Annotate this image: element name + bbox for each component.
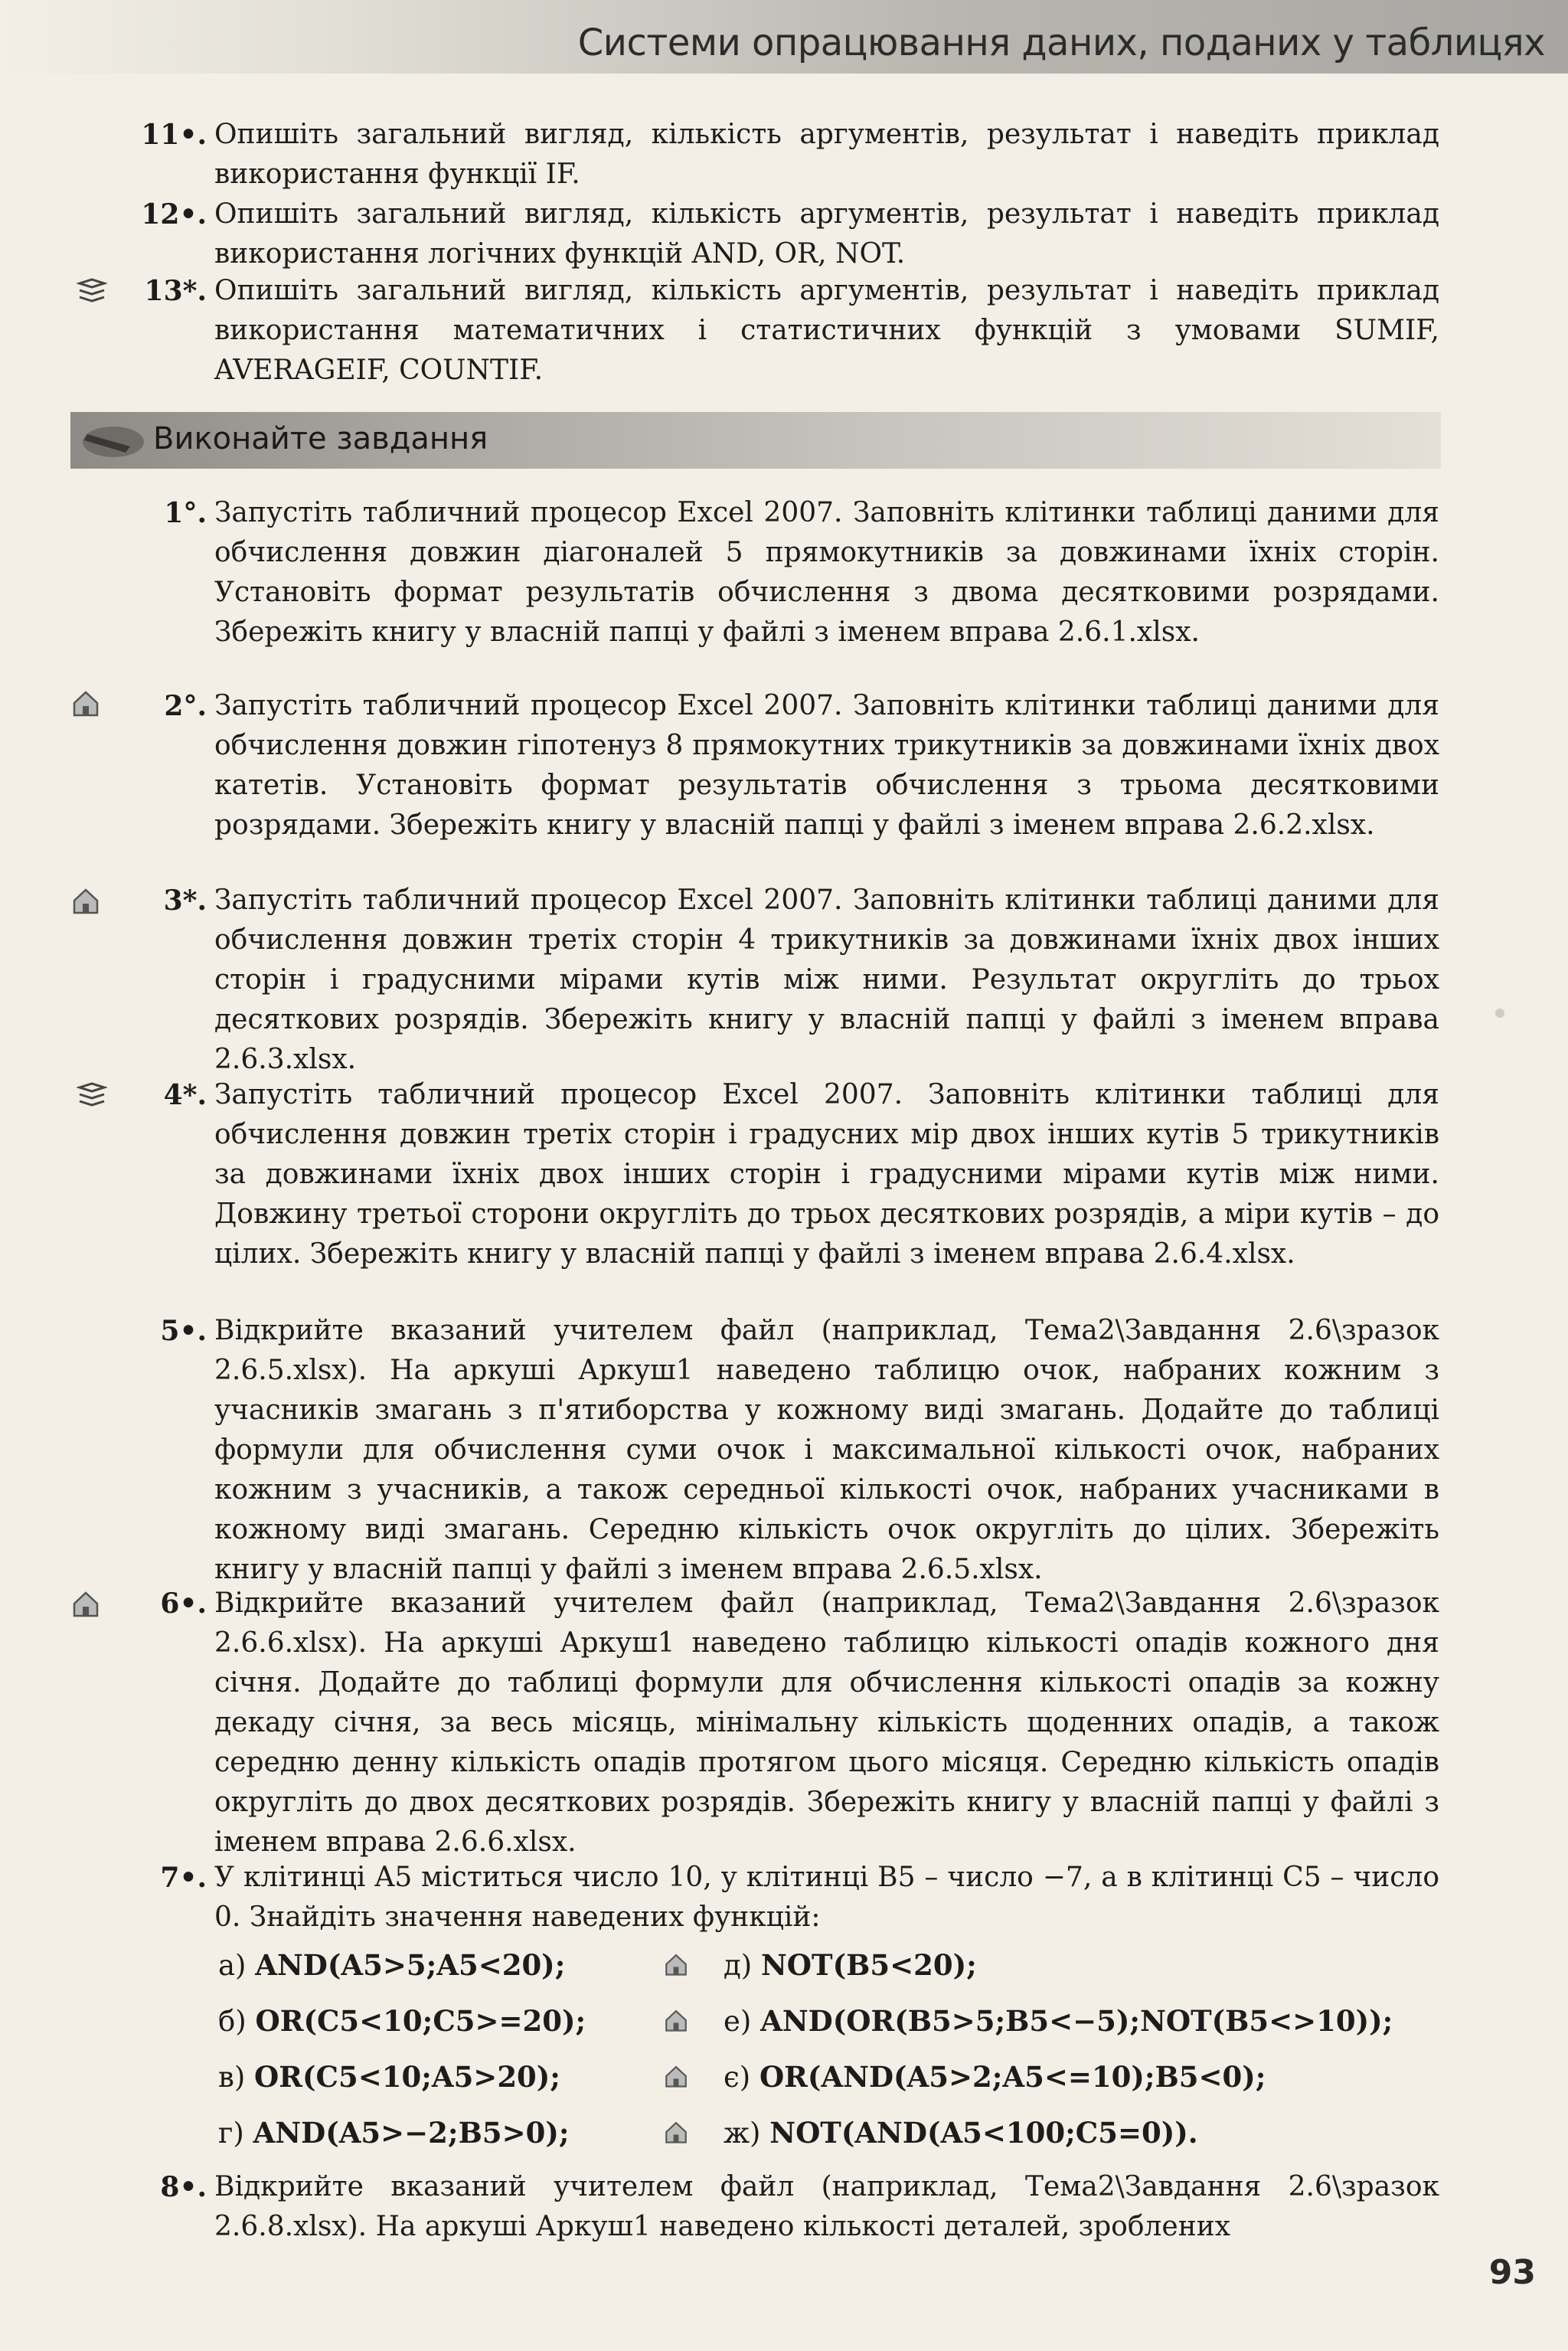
task-number: 8•. (160, 2171, 207, 2203)
task-1 (164, 493, 1439, 652)
task-text: Запустіть табличний процесор Excel 2007. Заповніть клітинки таблиці даними для обчислення довжин гіпотенуз 8 прямокутних трикутників за довжинами їхніх двох катетів. Установіть формат результатів обчислення з трьома десятковими розрядами. Збережіть книгу у власній папці у файлі з іменем вправа 2.6.2.xlsx. (214, 690, 1439, 841)
function-label: е) (724, 2005, 752, 2038)
function-expression: AND(A5>−2;B5>0); (253, 2116, 570, 2150)
section-title: Виконайте завдання (153, 421, 488, 456)
task-8 (160, 2167, 1439, 2247)
task-text: Відкрийте вказаний учителем файл (наприклад, Тема2\Завдання 2.6\зразок 2.6.5.xlsx). На аркуші Аркуш1 наведено таблицю очок, набраних кожним з учасників змагань з п'ятиборства у кожному виді змагань. Додайте до таблиці формули для обчислення суми очок і максимальної кількості очок, набраних кожним з учасників, а також середньої кількості очок, набраних учасниками в кожному виді змагань. Середню кількість очок округліть до цілих. Збережіть книгу у власній папці у файлі з іменем вправа 2.6.5.xlsx. (214, 1315, 1439, 1585)
function-expression: OR(AND(A5>2;A5<=10);B5<0); (759, 2060, 1266, 2094)
function-label: ж) (724, 2117, 761, 2150)
task-number: 2°. (164, 690, 207, 722)
task-number: 1°. (164, 497, 207, 529)
function-expression: NOT(B5<20); (760, 1948, 977, 1982)
books-icon (77, 277, 107, 308)
task-7 (160, 1858, 1439, 1937)
task-4 (163, 1075, 1439, 1274)
function-b (218, 2001, 586, 2042)
function-label: д) (724, 1949, 753, 1982)
home-icon (663, 2062, 689, 2091)
function-expression: AND(OR(B5>5;B5<−5);NOT(B5<>10)); (760, 2004, 1393, 2038)
question-text: Опишіть загальний вигляд, кількість аргументів, результат і наведіть приклад використання логічних функцій AND, OR, NOT. (214, 198, 1439, 270)
function-a (218, 1945, 565, 1986)
function-expression: NOT(AND(A5<100;C5=0)). (769, 2116, 1198, 2150)
function-label: б) (218, 2005, 247, 2038)
question-text: Опишіть загальний вигляд, кількість аргументів, результат і наведіть приклад використання математичних і статистичних функцій з умовами SUMIF, AVERAGEIF, COUNTIF. (214, 275, 1439, 386)
function-label: г) (218, 2117, 244, 2150)
task-number: 3*. (163, 884, 207, 917)
function-expression: OR(C5<10;C5>=20); (255, 2004, 586, 2038)
task-text: У клітинці A5 міститься число 10, у клітинці B5 – число −7, а в клітинці C5 – число 0. Знайдіть значення наведених функцій: (214, 1862, 1439, 1933)
task-6 (160, 1584, 1439, 1862)
task-number: 5•. (160, 1315, 207, 1347)
question-13 (144, 271, 1439, 391)
home-icon (663, 2006, 689, 2035)
home-icon (70, 885, 101, 916)
books-icon (77, 1081, 107, 1112)
question-number: 12•. (141, 198, 207, 231)
task-2 (164, 686, 1439, 845)
home-icon (663, 2117, 689, 2147)
function-zh (724, 2113, 1198, 2153)
task-5 (160, 1311, 1439, 1590)
function-v (218, 2057, 560, 2098)
question-text: Опишіть загальний вигляд, кількість аргументів, результат і наведіть приклад використання функції IF. (214, 119, 1439, 190)
home-icon (70, 1588, 101, 1619)
task-number: 6•. (160, 1587, 207, 1620)
function-label: є) (724, 2061, 751, 2094)
function-e (724, 2001, 1393, 2042)
task-text: Відкрийте вказаний учителем файл (наприклад, Тема2\Завдання 2.6\зразок 2.6.6.xlsx). На аркуші Аркуш1 наведено таблицю кількості опадів кожного дня січня. Додайте до таблиці формули для обчислення кількості опадів за кожну декаду січня, за весь місяць, мінімальну кількість щоденних опадів, а також середню денну кількість опадів протягом цього місяця. Середню кількість опадів округліть до двох десяткових розрядів. Збережіть книгу у власній папці у файлі з іменем вправа 2.6.6.xlsx. (214, 1587, 1439, 1858)
function-label: а) (218, 1949, 247, 1982)
function-d (724, 1945, 977, 1986)
home-icon (70, 688, 101, 718)
task-text: Запустіть табличний процесор Excel 2007. Заповніть клітинки таблиці даними для обчислення довжин діагоналей 5 прямокутників за довжинами їхніх сторін. Установіть формат результатів обчислення з двома десятковими розрядами. Збережіть книгу у власній папці у файлі з іменем вправа 2.6.1.xlsx. (214, 497, 1439, 648)
question-number: 11•. (141, 119, 207, 151)
function-label: в) (218, 2061, 246, 2094)
home-icon (663, 1950, 689, 1979)
task-text: Відкрийте вказаний учителем файл (наприклад, Тема2\Завдання 2.6\зразок 2.6.8.xlsx). На аркуші Аркуш1 наведено кількості деталей, зроблених (214, 2171, 1439, 2242)
function-ye (724, 2057, 1266, 2098)
question-12 (141, 195, 1439, 274)
function-expression: AND(A5>5;A5<20); (255, 1948, 566, 1982)
function-g (218, 2113, 570, 2153)
question-11 (141, 115, 1439, 195)
task-3 (163, 881, 1439, 1080)
page-number: 93 (1488, 2253, 1536, 2292)
task-number: 4*. (163, 1079, 207, 1111)
question-number: 13*. (144, 275, 207, 307)
pencil-icon (77, 417, 145, 463)
margin-dot (1495, 1009, 1504, 1018)
running-header: Системи опрацювання даних, поданих у таблицях (577, 21, 1545, 64)
function-expression: OR(C5<10;A5>20); (254, 2060, 560, 2094)
task-number: 7•. (160, 1862, 207, 1894)
task-text: Запустіть табличний процесор Excel 2007. Заповніть клітинки таблиці даними для обчислення довжин третіх сторін 4 трикутників за довжинами їхніх двох інших сторін і градусними мірами кутів між ними. Результат округліть до трьох десяткових розрядів. Збережіть книгу у власній папці у файлі з іменем вправа 2.6.3.xlsx. (214, 884, 1439, 1075)
task-text: Запустіть табличний процесор Excel 2007. Заповніть клітинки таблиці для обчислення довжин третіх сторін і градусних мір двох інших кутів 5 трикутників за довжинами їхніх двох інших сторін і градусними мірами кутів між ними. Довжину третьої сторони округліть до трьох десяткових розрядів, а міри кутів – до цілих. Збережіть книгу у власній папці у файлі з іменем вправа 2.6.4.xlsx. (214, 1079, 1439, 1270)
